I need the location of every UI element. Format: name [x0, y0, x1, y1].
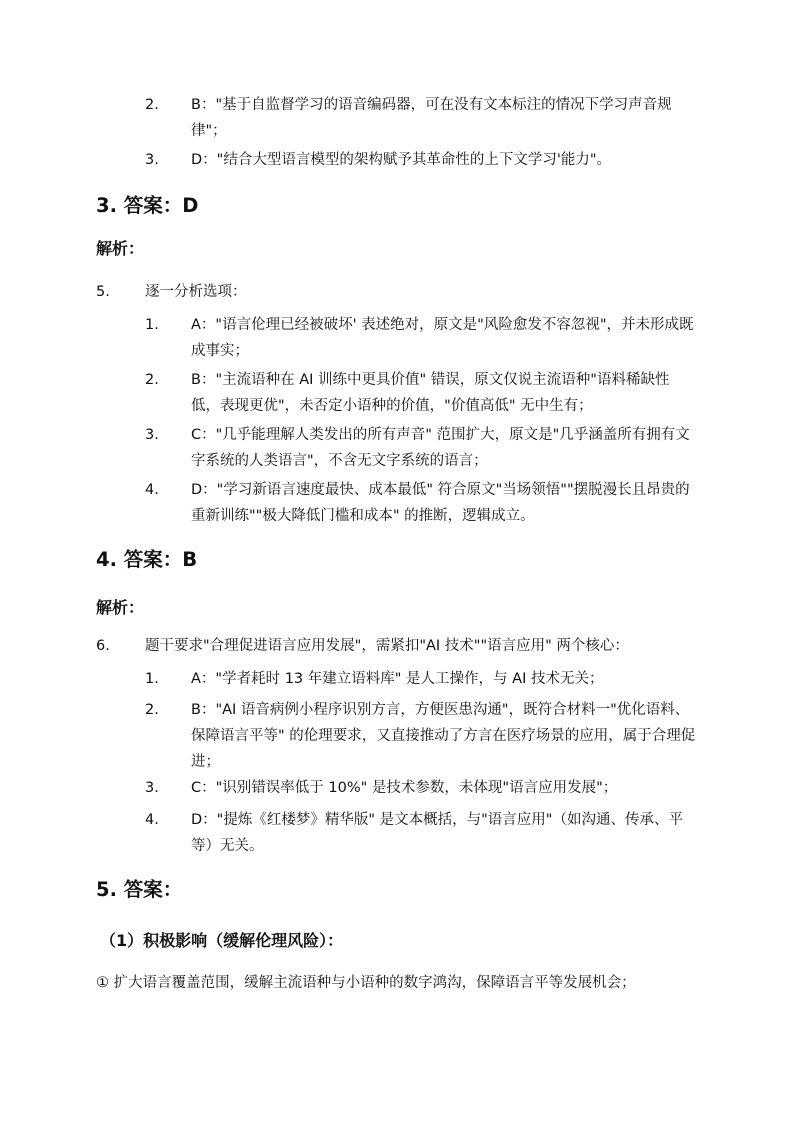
- list-number: 4.: [145, 812, 159, 828]
- answer-heading-5: 5. 答案：: [96, 878, 183, 901]
- list-item-text: D："结合大型语言模型的架构赋予其革命性的上下文学习'能力"。: [191, 152, 611, 168]
- list-item-text: 题干要求"合理促进语言应用发展"，需紧扣"AI 技术""语言应用" 两个核心：: [145, 638, 629, 654]
- list-item-text: B："主流语种在 AI 训练中更具价值" 错误，原文仅说主流语种"语料稀缺性低，表现更优"，未否定小语种的价值，"价值高低" 无中生有；: [191, 372, 670, 414]
- list-number: 3.: [145, 780, 159, 796]
- list-number: 6.: [96, 638, 110, 654]
- sub-heading-positive-impact: （1）积极影响（缓解伦理风险）：: [100, 931, 344, 950]
- list-number: 1.: [145, 671, 159, 687]
- list-number: 2.: [145, 97, 159, 113]
- answer-heading-4: 4. 答案：B: [96, 548, 198, 571]
- impact-point-1: ① 扩大语言覆盖范围，缓解主流语种与小语种的数字鸿沟，保障语言平等发展机会；: [96, 975, 636, 991]
- list-number: 3.: [145, 152, 159, 168]
- list-item-text: D："学习新语言速度最快、成本最低" 符合原文"当场领悟""摆脱漫长且昂贵的重新训练""极大降低门槛和成本" 的推断，逻辑成立。: [191, 482, 690, 524]
- answer-heading-3: 3. 答案：D: [96, 194, 199, 217]
- list-number: 2.: [145, 372, 159, 388]
- list-number: 3.: [145, 427, 159, 443]
- list-item-text: 逐一分析选项：: [145, 284, 247, 300]
- analysis-label: 解析：: [96, 239, 145, 258]
- list-item-text: B："基于自监督学习的语音编码器，可在没有文本标注的情况下学习声音规律"；: [191, 97, 672, 139]
- list-item-text: B："AI 语音病例小程序识别方言，方便医患沟通"，既符合材料一"优化语料、保障语言平等" 的伦理要求，又直接推动了方言在医疗场景的应用，属于合理促进；: [191, 702, 696, 770]
- list-number: 2.: [145, 702, 159, 718]
- list-item-text: C："识别错误率低于 10%" 是技术参数，未体现"语言应用发展"；: [191, 780, 618, 796]
- list-item-text: A："学者耗时 13 年建立语料库" 是人工操作，与 AI 技术无关；: [191, 671, 604, 687]
- list-item-text: C："几乎能理解人类发出的所有声音" 范围扩大，原文是"几乎涵盖所有拥有文字系统的人类语言"，不含无文字系统的语言；: [191, 427, 690, 469]
- analysis-label: 解析：: [96, 598, 145, 617]
- list-number: 1.: [145, 317, 159, 333]
- list-item-text: A："语言伦理已经被破坏' 表述绝对，原文是"风险愈发不容忽视"，并未形成既成事实；: [191, 317, 694, 359]
- list-number: 4.: [145, 482, 159, 498]
- list-item-text: D："提炼《红楼梦》精华版" 是文本概括，与"语言应用"（如沟通、传承、平等）无关。: [191, 812, 683, 854]
- list-number: 5.: [96, 284, 110, 300]
